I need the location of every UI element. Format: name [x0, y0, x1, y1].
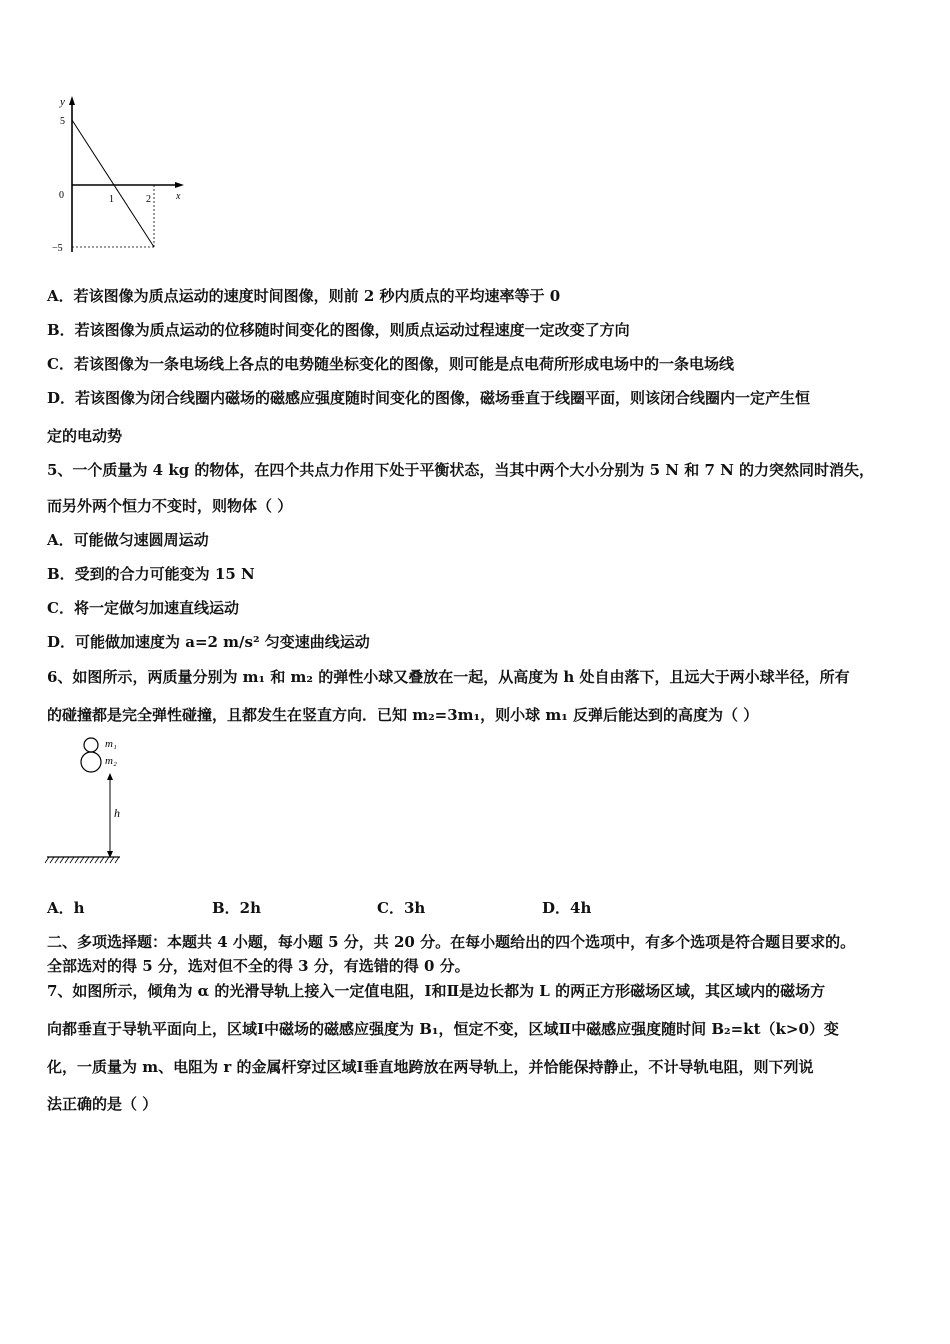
q4-option-b: B．若该图像为质点运动的位移随时间变化的图像，则质点运动过程速度一定改变了方向	[47, 321, 630, 339]
y-axis-label: y	[60, 96, 65, 108]
y-top-label: 5	[60, 116, 65, 127]
q5-stem-line2: 而另外两个恒力不变时，则物体（ ）	[47, 497, 293, 515]
q6-option-c: C．3h	[377, 899, 426, 917]
section2-line2: 全部选对的得 5 分，选对但不全的得 3 分，有选错的得 0 分。	[47, 957, 470, 975]
q5-option-d: D．可能做加速度为 a=2 m/s² 匀变速曲线运动	[47, 633, 370, 651]
height-arrow-top	[107, 773, 113, 780]
q5-option-c: C．将一定做匀加速直线运动	[47, 599, 239, 617]
falling-balls-figure	[44, 732, 134, 868]
q5-option-b: B．受到的合力可能变为 15 N	[47, 565, 255, 583]
q4-option-d-line1: D．若该图像为闭合线圈内磁场的磁感应强度随时间变化的图像，磁场垂直于线圈平面，则该闭合线圈内一定产生恒	[47, 389, 811, 407]
ball-m2	[81, 752, 101, 772]
q6-stem-line1: 6、如图所示，两质量分别为 m₁ 和 m₂ 的弹性小球又叠放在一起，从高度为 h 处自由落下，且远大于两小球半径，所有	[47, 668, 850, 686]
section2-line1: 二、多项选择题：本题共 4 小题，每小题 5 分，共 20 分。在每小题给出的四个选项中，有多个选项是符合题目要求的。	[47, 933, 856, 951]
x-tick-2-label: 2	[146, 194, 151, 205]
line-graph-figure	[40, 92, 200, 262]
label-m2: m₂	[105, 755, 117, 767]
q6-stem-line2: 的碰撞都是完全弹性碰撞，且都发生在竖直方向．已知 m₂=3m₁，则小球 m₁ 反弹后能达到的高度为（ ）	[47, 706, 759, 724]
q4-option-d-line2: 定的电动势	[47, 427, 123, 445]
y-axis-arrow	[69, 96, 75, 105]
q4-option-c: C．若该图像为一条电场线上各点的电势随坐标变化的图像，则可能是点电荷所形成电场中的一条电场线	[47, 355, 734, 373]
q5-option-a: A．可能做匀速圆周运动	[47, 531, 209, 549]
q4-option-a: A．若该图像为质点运动的速度时间图像，则前 2 秒内质点的平均速率等于 0	[47, 287, 561, 305]
y-bottom-label: −5	[52, 243, 63, 254]
q7-stem-line2: 向都垂直于导轨平面向上，区域Ⅰ中磁场的磁感应强度为 B₁，恒定不变，区域Ⅱ中磁感应强度随时间 B₂=kt（k>0）变	[47, 1020, 839, 1038]
label-m1: m₁	[105, 738, 117, 750]
origin-label: 0	[59, 190, 64, 201]
q7-stem-line1: 7、如图所示，倾角为 α 的光滑导轨上接入一定值电阻，Ⅰ和Ⅱ是边长都为 L 的两正方形磁场区域，其区域内的磁场方	[47, 982, 826, 1000]
q6-option-a: A．h	[47, 899, 85, 917]
q7-stem-line4: 法正确的是（ ）	[47, 1095, 158, 1113]
ground-hatching	[45, 857, 119, 863]
ball-m1	[84, 738, 98, 752]
label-h: h	[114, 806, 120, 820]
q7-stem-line3: 化，一质量为 m、电阻为 r 的金属杆穿过区域Ⅰ垂直地跨放在两导轨上，并恰能保持静止，不计导轨电阻，则下列说	[47, 1058, 814, 1076]
x-axis-arrow	[175, 182, 184, 188]
q5-stem-line1: 5、一个质量为 4 kg 的物体，在四个共点力作用下处于平衡状态，当其中两个大小分别为 5 N 和 7 N 的力突然同时消失，	[47, 461, 875, 479]
q6-option-b: B．2h	[212, 899, 262, 917]
x-tick-1-label: 1	[109, 194, 114, 205]
graph-line	[72, 120, 154, 247]
x-axis-label: x	[176, 191, 181, 202]
q6-option-d: D．4h	[542, 899, 592, 917]
